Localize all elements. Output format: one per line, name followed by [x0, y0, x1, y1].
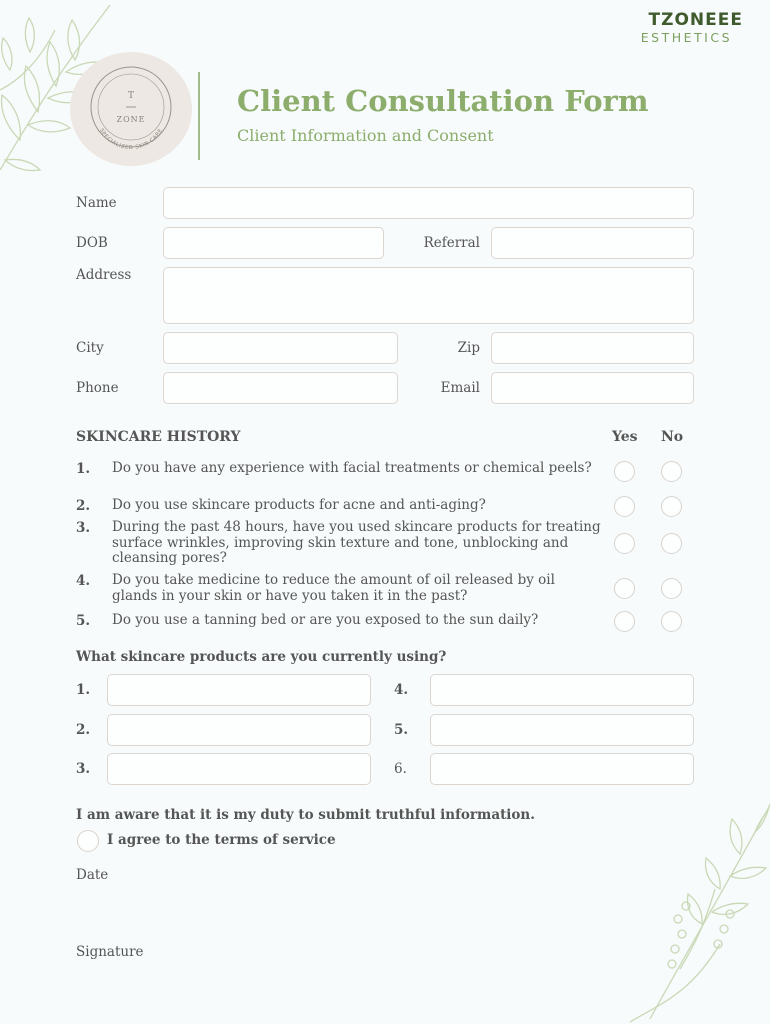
address-field[interactable] — [163, 267, 694, 324]
product-field-1[interactable] — [107, 674, 371, 706]
phone-field[interactable] — [163, 372, 398, 404]
product-number: 6. — [394, 761, 407, 777]
product-number: 3. — [76, 761, 91, 777]
product-number: 5. — [394, 722, 409, 738]
product-number: 4. — [394, 682, 409, 698]
zip-field[interactable] — [491, 332, 694, 364]
q1-yes-radio[interactable] — [614, 461, 635, 482]
brand-name: TZONEEE — [648, 10, 743, 30]
logo-ring-text: SPECIALIZED SKIN CARE — [97, 127, 165, 152]
q5-yes-radio[interactable] — [614, 611, 635, 632]
question-text: Do you use skincare products for acne and anti-aging? — [112, 497, 486, 513]
question-text: Do you use a tanning bed or are you exposed to the sun daily? — [112, 612, 539, 628]
zip-label: Zip — [457, 340, 480, 356]
agree-terms-radio[interactable] — [77, 830, 99, 852]
product-number: 1. — [76, 682, 91, 698]
question-text: Do you take medicine to reduce the amount of oil released by oil glands in your skin or have you taken it in the past? — [112, 572, 555, 604]
product-field-2[interactable] — [107, 714, 371, 746]
referral-field[interactable] — [491, 227, 694, 259]
product-field-3[interactable] — [107, 753, 371, 785]
date-label: Date — [76, 867, 109, 883]
question-text: During the past 48 hours, have you used skincare products for treating surface wrinkles, improving skin texture and tone, unblocking and cleansing pores? — [112, 519, 601, 566]
product-field-6[interactable] — [430, 753, 694, 785]
q5-no-radio[interactable] — [661, 611, 682, 632]
header-divider — [198, 72, 200, 160]
question-number: 5. — [76, 613, 91, 629]
city-label: City — [76, 340, 104, 356]
question-number: 1. — [76, 461, 91, 477]
logo-word: ZONE — [116, 115, 146, 124]
q4-no-radio[interactable] — [661, 578, 682, 599]
products-heading: What skincare products are you currently using? — [76, 649, 447, 665]
signature-label: Signature — [76, 944, 144, 960]
dob-label: DOB — [76, 235, 108, 251]
address-label: Address — [76, 267, 132, 283]
truthful-statement: I am aware that it is my duty to submit truthful information. — [76, 807, 535, 823]
q3-no-radio[interactable] — [661, 533, 682, 554]
question-number: 2. — [76, 498, 91, 514]
question-number: 4. — [76, 573, 91, 589]
question-text: Do you have any experience with facial treatments or chemical peels? — [112, 460, 592, 476]
q1-no-radio[interactable] — [661, 461, 682, 482]
page-title: Client Consultation Form — [237, 84, 649, 118]
product-number: 2. — [76, 722, 91, 738]
referral-label: Referral — [423, 235, 480, 251]
email-field[interactable] — [491, 372, 694, 404]
name-field[interactable] — [163, 187, 694, 219]
logo-letter: T — [127, 91, 135, 101]
q4-yes-radio[interactable] — [614, 578, 635, 599]
agree-terms-label: I agree to the terms of service — [107, 832, 336, 848]
leaf-decoration-bottom-right — [620, 794, 770, 1024]
product-field-4[interactable] — [430, 674, 694, 706]
logo-badge — [70, 52, 192, 166]
page-subtitle: Client Information and Consent — [237, 126, 494, 145]
phone-label: Phone — [76, 380, 119, 396]
skincare-history-heading: SKINCARE HISTORY — [76, 429, 241, 445]
q2-no-radio[interactable] — [661, 496, 682, 517]
q2-yes-radio[interactable] — [614, 496, 635, 517]
no-column-label: No — [661, 429, 684, 445]
logo-emblem — [70, 52, 192, 166]
email-label: Email — [440, 380, 480, 396]
svg-text:SPECIALIZED SKIN CARE — [98, 128, 164, 151]
name-label: Name — [76, 195, 117, 211]
dob-field[interactable] — [163, 227, 384, 259]
product-field-5[interactable] — [430, 714, 694, 746]
city-field[interactable] — [163, 332, 398, 364]
yes-column-label: Yes — [612, 429, 638, 445]
q3-yes-radio[interactable] — [614, 533, 635, 554]
brand-tagline: ESTHETICS — [640, 30, 732, 45]
question-number: 3. — [76, 520, 91, 536]
